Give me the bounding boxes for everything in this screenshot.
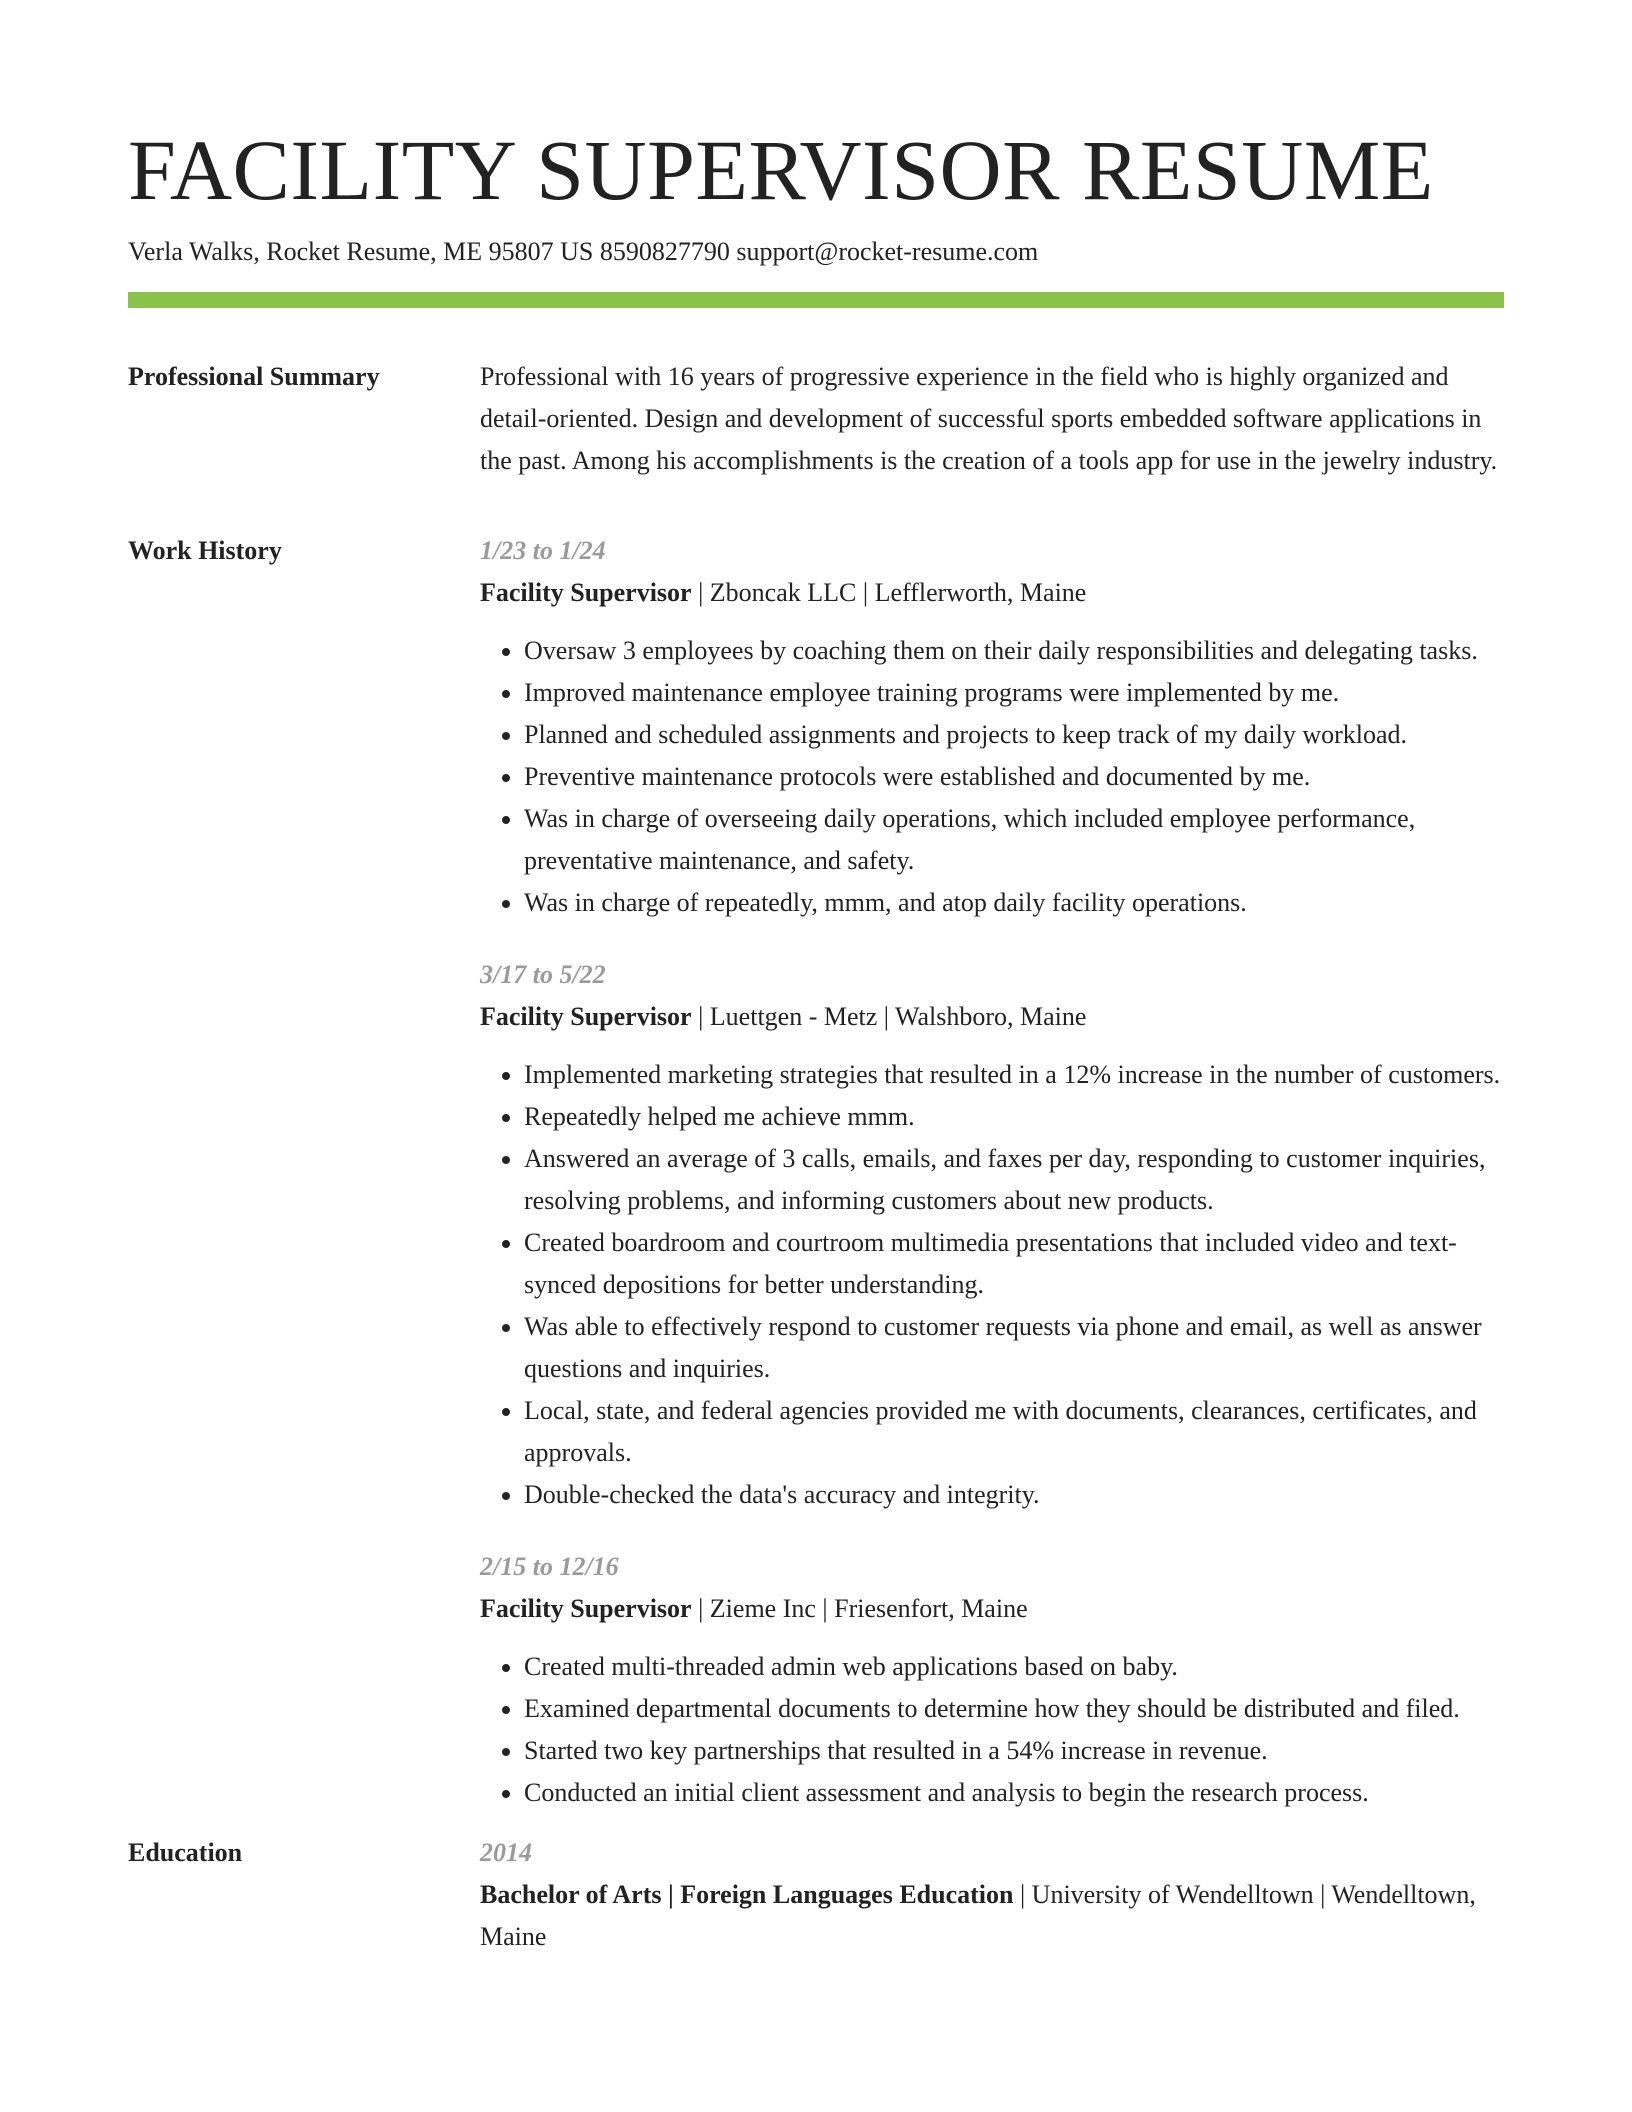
job-bullet: • Was in charge of repeatedly, mmm, and atop daily facility operations.: [524, 882, 1504, 924]
job-details: | Zboncak LLC | Lefflerworth, Maine: [691, 578, 1087, 607]
job-bullet: • Local, state, and federal agencies provided me with documents, clearances, certificates, and approvals.: [524, 1390, 1504, 1474]
job-bullet: • Answered an average of 3 calls, emails, and faxes per day, responding to customer inquiries, resolving problems, and informing customers about new products.: [524, 1138, 1504, 1222]
education-date: 2014: [480, 1838, 532, 1867]
job-bullet: • Examined departmental documents to determine how they should be distributed and filed.: [524, 1688, 1504, 1730]
professional-summary-section: [128, 356, 1504, 482]
job-date: 3/17 to 5/22: [480, 960, 606, 989]
education-section: [128, 1832, 1504, 1958]
job-bullet: • Preventive maintenance protocols were established and documented by me.: [524, 756, 1504, 798]
job-bullet: • Planned and scheduled assignments and projects to keep track of my daily workload.: [524, 714, 1504, 756]
job-bullet: • Started two key partnerships that resulted in a 54% increase in revenue.: [524, 1730, 1504, 1772]
job-title-line: [480, 572, 1504, 614]
job-title-line: [480, 1588, 1504, 1630]
resume-title: FACILITY SUPERVISOR RESUME: [128, 122, 1434, 218]
section-label-summary: Professional Summary: [128, 362, 380, 391]
job-date: 2/15 to 12/16: [480, 1552, 619, 1581]
education-line: [480, 1874, 1504, 1958]
job-bullets: [480, 1054, 1504, 1516]
job-role: Facility Supervisor: [480, 1594, 692, 1623]
job-bullet: • Implemented marketing strategies that resulted in a 12% increase in the number of customers.: [524, 1054, 1504, 1096]
job-bullet: • Was in charge of overseeing daily operations, which included employee performance, preventative maintenance, and safety.: [524, 798, 1504, 882]
job-bullets: [480, 630, 1504, 924]
contact-line: Verla Walks, Rocket Resume, ME 95807 US 8590827790 support@rocket-resume.com: [128, 237, 1039, 266]
job-bullet: • Double-checked the data's accuracy and integrity.: [524, 1474, 1504, 1516]
job-entry: [480, 530, 1504, 924]
job-bullet: • Created boardroom and courtroom multimedia presentations that included video and text-synced depositions for better understanding.: [524, 1222, 1504, 1306]
job-bullet: • Improved maintenance employee training programs were implemented by me.: [524, 672, 1504, 714]
section-label-education: Education: [128, 1838, 243, 1867]
job-date: 1/23 to 1/24: [480, 536, 606, 565]
job-bullet: • Conducted an initial client assessment and analysis to begin the research process.: [524, 1772, 1504, 1814]
summary-text: Professional with 16 years of progressive experience in the field who is highly organized and detail-oriented. Design and development of successful sports embedded software applications in the past. Among his accomplishments is the creation of a tools app for use in the jewelry industry.: [480, 362, 1498, 475]
summary-body: [480, 356, 1504, 482]
job-entry: [480, 1546, 1504, 1814]
resume-page: [128, 118, 1504, 1958]
education-body: [480, 1832, 1504, 1958]
work-body: [480, 530, 1504, 1814]
job-bullet: • Was able to effectively respond to customer requests via phone and email, as well as answer questions and inquiries.: [524, 1306, 1504, 1390]
job-title-line: [480, 996, 1504, 1038]
section-label-work: Work History: [128, 536, 282, 565]
header-divider: [128, 292, 1504, 308]
job-bullet: • Created multi-threaded admin web applications based on baby.: [524, 1646, 1504, 1688]
work-history-section: [128, 530, 1504, 1814]
education-details: | University of Wendelltown | Wendelltown, Maine: [480, 1880, 1476, 1951]
job-entry: [480, 954, 1504, 1516]
job-bullets: [480, 1646, 1504, 1814]
job-bullet: • Repeatedly helped me achieve mmm.: [524, 1096, 1504, 1138]
job-details: | Zieme Inc | Friesenfort, Maine: [691, 1594, 1028, 1623]
job-bullet: • Oversaw 3 employees by coaching them on their daily responsibilities and delegating tasks.: [524, 630, 1504, 672]
job-role: Facility Supervisor: [480, 578, 692, 607]
job-details: | Luettgen - Metz | Walshboro, Maine: [691, 1002, 1087, 1031]
education-degree: Bachelor of Arts | Foreign Languages Education: [480, 1880, 1014, 1909]
job-role: Facility Supervisor: [480, 1002, 692, 1031]
